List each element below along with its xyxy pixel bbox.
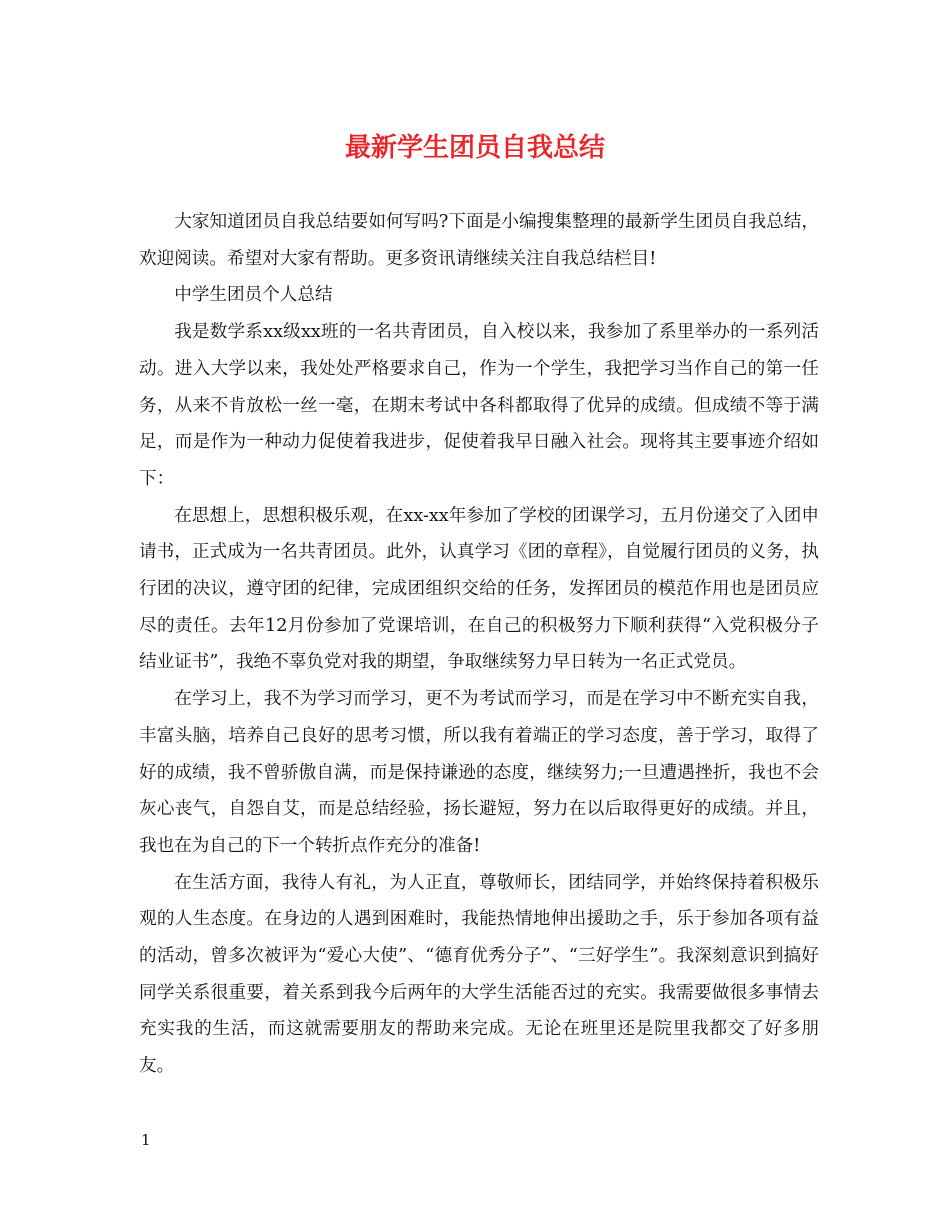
document-body bbox=[139, 204, 819, 1085]
body-paragraph: 在思想上，思想积极乐观，在xx-xx年参加了学校的团课学习，五月份递交了入团申请书，正式成为一名共青团员。此外，认真学习《团的章程》，自觉履行团员的义务，执行团的决议，遵守团的纪律，完成团组织交给的任务，发挥团员的模范作用也是团员应尽的责任。去年12月份参加了党课培训，在自己的积极努力下顺利获得“入党积极分子结业证书”，我绝不辜负党对我的期望，争取继续努力早日转为一名正式党员。 bbox=[139, 505, 819, 673]
section-heading: 中学生团员个人总结 bbox=[174, 285, 333, 306]
body-paragraph: 在生活方面，我待人有礼，为人正直，尊敬师长，团结同学，并始终保持着积极乐观的人生态度。在身边的人遇到困难时，我能热情地伸出援助之手，乐于参加各项有益的活动，曾多次被评为“爱心大使”、“德育优秀分子”、“三好学生”。我深刻意识到搞好同学关系很重要，着关系到我今后两年的大学生活能否过的充实。我需要做很多事情去充实我的生活，而这就需要朋友的帮助来完成。无论在班里还是院里我都交了好多朋友。 bbox=[139, 872, 819, 1077]
intro-paragraph: 大家知道团员自我总结要如何写吗?下面是小编搜集整理的最新学生团员自我总结，欢迎阅读。希望对大家有帮助。更多资讯请继续关注自我总结栏目! bbox=[139, 212, 819, 269]
page-number: 1 bbox=[141, 1131, 151, 1149]
body-paragraph: 在学习上，我不为学习而学习，更不为考试而学习，而是在学习中不断充实自我，丰富头脑，培养自己良好的思考习惯，所以我有着端正的学习态度，善于学习，取得了好的成绩，我不曾骄傲自满，而是保持谦逊的态度，继续努力;一旦遭遇挫折，我也不会灰心丧气，自怨自艾，而是总结经验，扬长避短，努力在以后取得更好的成绩。并且，我也在为自己的下一个转折点作充分的准备! bbox=[139, 689, 819, 856]
document-title: 最新学生团员自我总结 bbox=[344, 133, 605, 163]
body-paragraph: 我是数学系xx级xx班的一名共青团员，自入校以来，我参加了系里举办的一系列活动。进入大学以来，我处处严格要求自己，作为一个学生，我把学习当作自己的第一任务，从来不肯放松一丝一毫，在期末考试中各科都取得了优异的成绩。但成绩不等于满足，而是作为一种动力促使着我进步，促使着我早日融入社会。现将其主要事迹介绍如下： bbox=[139, 322, 819, 489]
